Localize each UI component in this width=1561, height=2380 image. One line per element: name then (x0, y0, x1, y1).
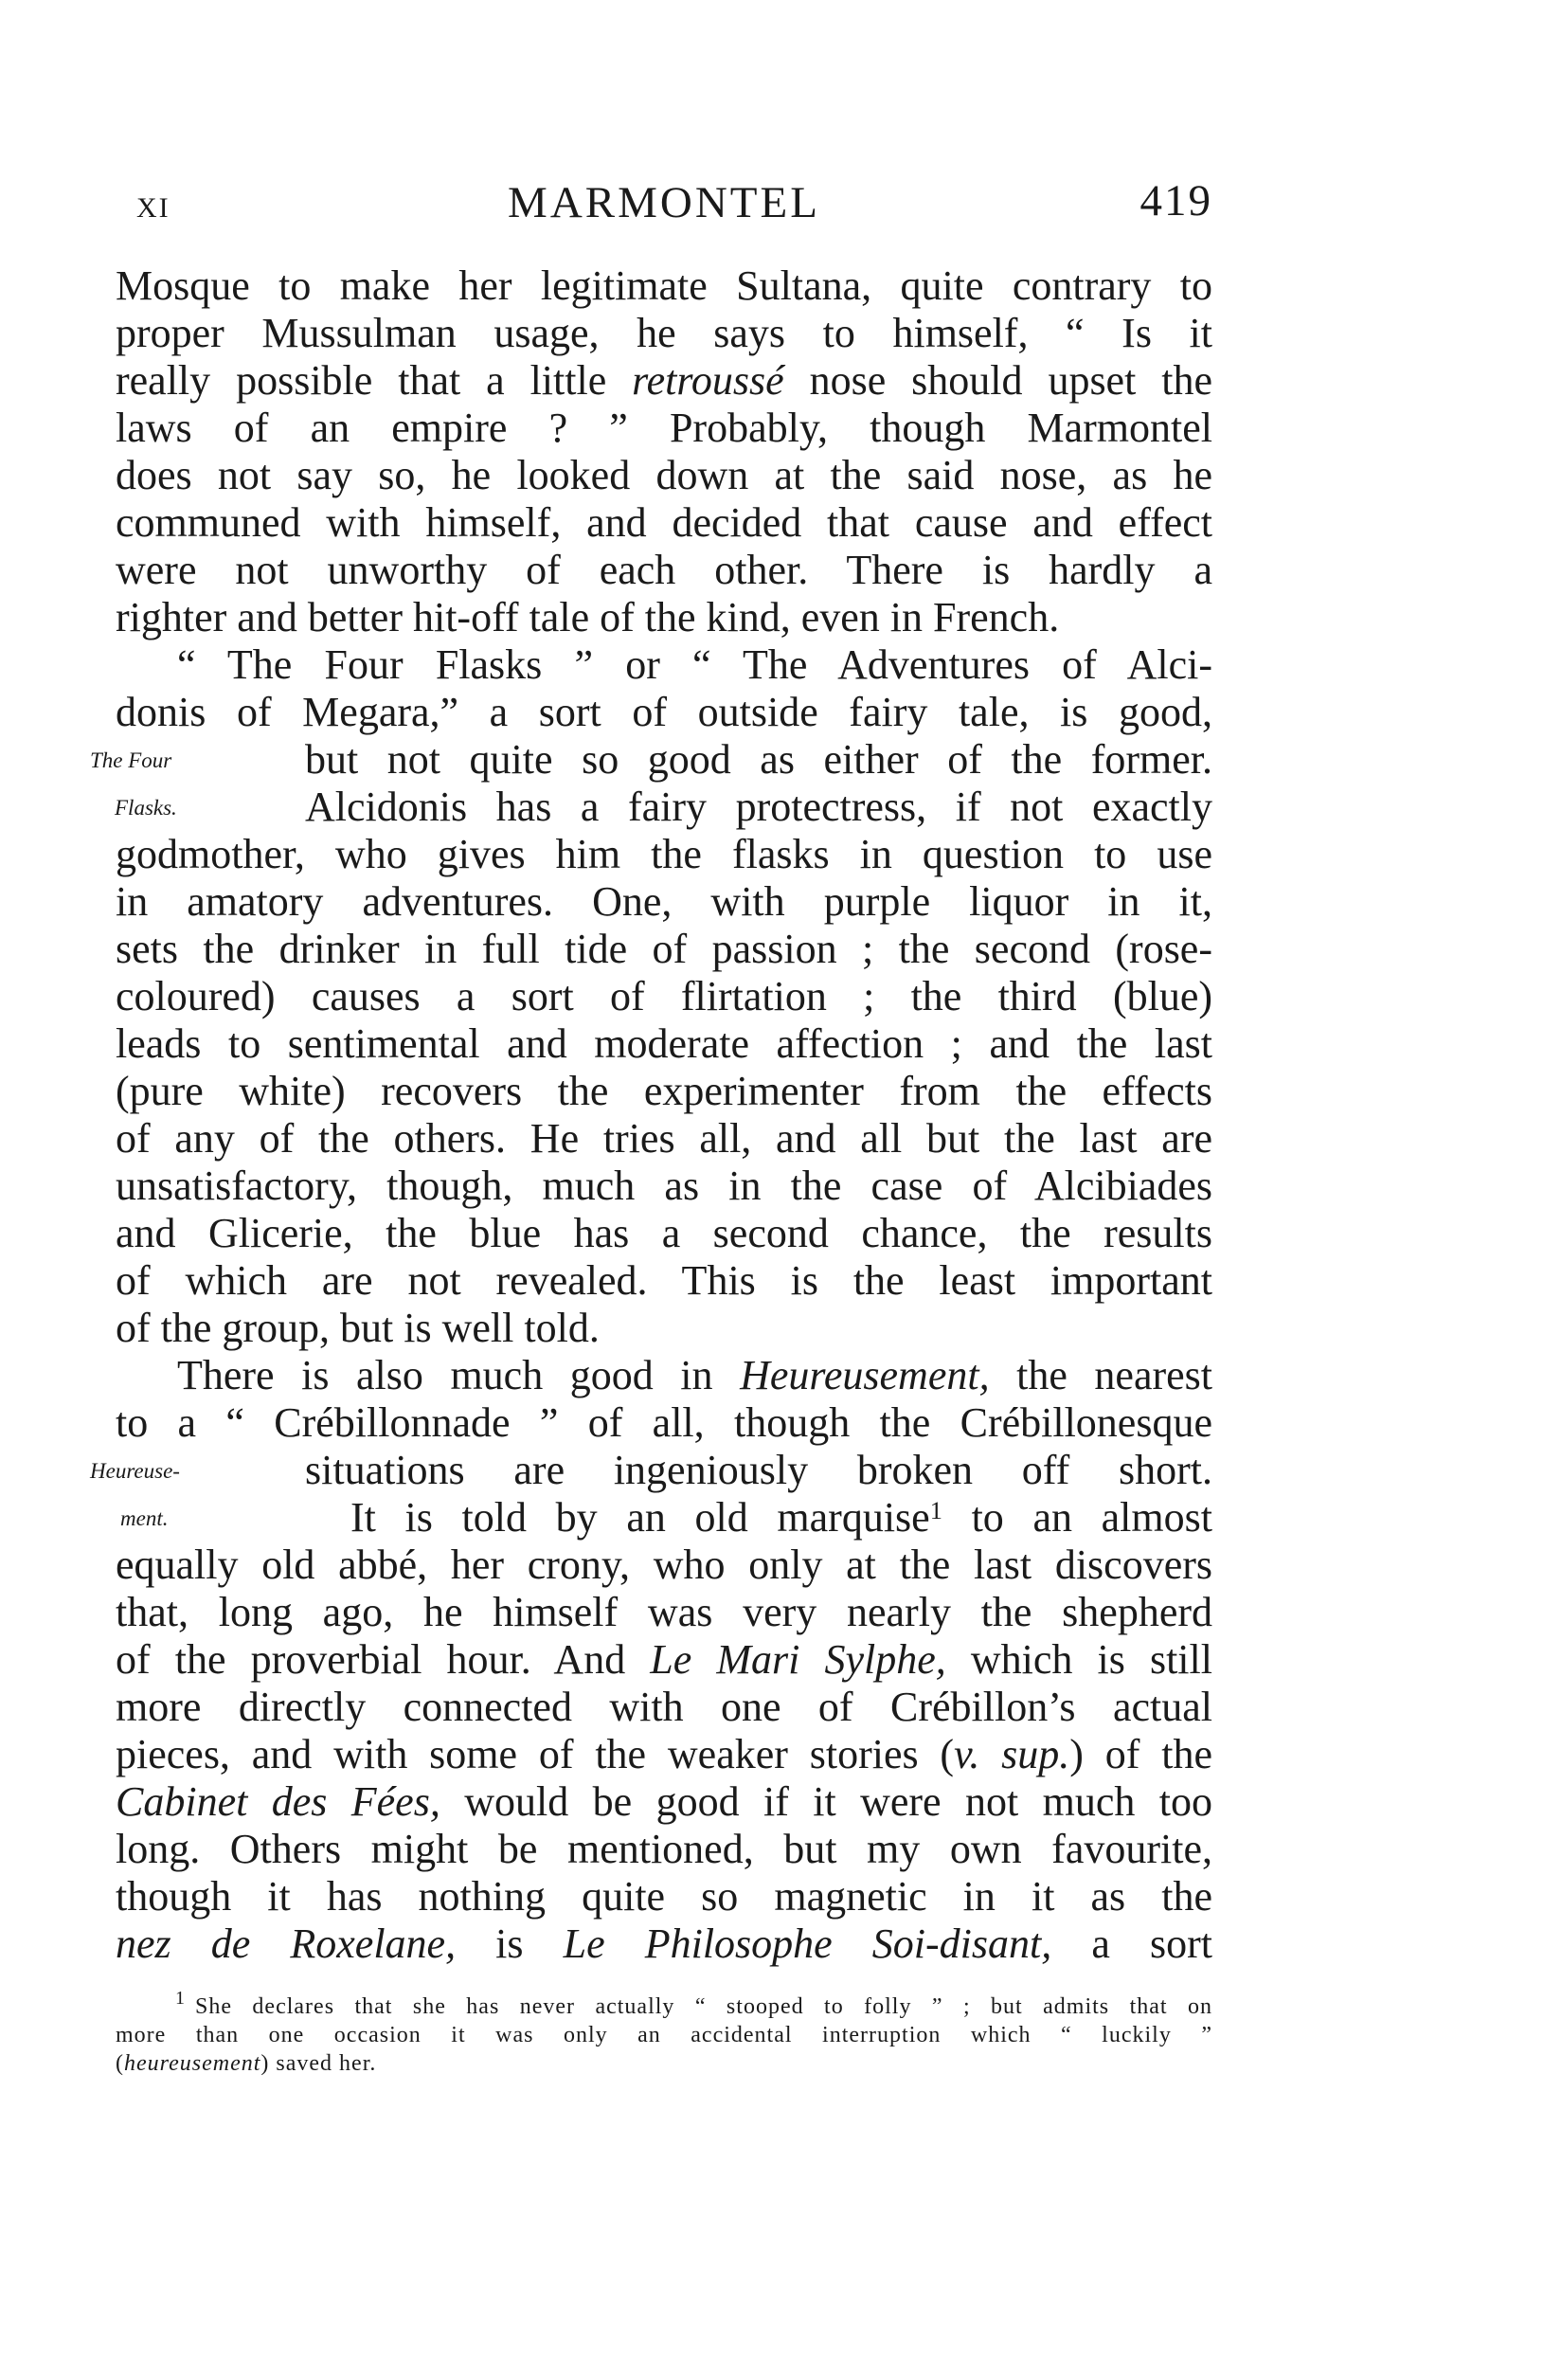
text-line: Alcidonis has a fairy protectress, if not exactly (305, 784, 1212, 830)
text-line: though it has nothing quite so magnetic in it as the (116, 1873, 1212, 1920)
text-line: does not say so, he looked down at the said nose, as he (116, 452, 1212, 498)
text-line: of which are not revealed. This is the least important (116, 1257, 1212, 1304)
text-line: of the proverbial hour. And Le Mari Sylphe, which is still (116, 1636, 1212, 1683)
text-line: more directly connected with one of Crébillon’s actual (116, 1684, 1212, 1730)
text-line: communed with himself, and decided that cause and effect (116, 499, 1212, 546)
page-number: 419 (1139, 176, 1212, 225)
text-line: leads to sentimental and moderate affection ; and the last (116, 1020, 1212, 1067)
text-line: unsatisfactory, though, much as in the case of Alcibiades (116, 1163, 1212, 1209)
text-line: sets the drinker in full tide of passion ; the second (rose- (116, 926, 1212, 972)
footnote-line: more than one occasion it was only an accidental interruption which “ luckily ” (116, 2023, 1212, 2047)
text-line: godmother, who gives him the flasks in question to use (116, 831, 1212, 877)
text-line: to a “ Crébillonnade ” of all, though the Crébillonesque (116, 1399, 1212, 1446)
sidenote-heureusement: Heureuse- ment. (90, 1459, 180, 1530)
text-line: and Glicerie, the blue has a second chance, the results (116, 1210, 1212, 1256)
text-line: It is told by an old marquise$^1$ to an almost (350, 1494, 1212, 1541)
text-line: equally old abbé, her crony, who only at the last discovers (116, 1542, 1212, 1588)
footnote-marker: 1 (929, 1495, 942, 1524)
sidenote-four-flasks: The Four Flasks. (90, 748, 177, 820)
text-line: There is also much good in Heureusement, the nearest (177, 1352, 1213, 1398)
running-title: MARMONTEL (508, 178, 820, 227)
text-line: coloured) causes a sort of flirtation ; the third (blue) (116, 973, 1212, 1019)
text-line: really possible that a little retroussé nose should upset the (116, 357, 1212, 404)
text-line: laws of an empire ? ” Probably, though Marmontel (116, 405, 1212, 451)
text-line: (pure white) recovers the experimenter from the effects (116, 1068, 1212, 1114)
text-line: “ The Four Flasks ” or “ The Adventures of Alci- (177, 641, 1212, 688)
footnote-line: $^1$ She declares that she has never actually “ stooped to folly ” ; but admits that on (175, 1988, 1212, 2019)
text-line: nez de Roxelane, is Le Philosophe Soi-disant, a sort (116, 1920, 1212, 1967)
text-line: that, long ago, he himself was very nearly the shepherd (116, 1589, 1212, 1635)
text-line: situations are ingeniously broken off short. (305, 1447, 1212, 1493)
text-line: pieces, and with some of the weaker stories (v. sup.) of the (116, 1731, 1212, 1777)
text-line: donis of Megara,” a sort of outside fairy tale, is good, (116, 689, 1212, 735)
running-header (116, 175, 1212, 232)
footnote-number: 1 (175, 1988, 186, 2009)
text-line: Mosque to make her legitimate Sultana, quite contrary to (116, 262, 1212, 309)
chapter-number: XI (136, 192, 170, 224)
text-line: long. Others might be mentioned, but my own favourite, (116, 1826, 1212, 1872)
footnote-line: (heureusement) saved her. (116, 2051, 377, 2076)
text-line: righter and better hit-off tale of the kind, even in French. (116, 594, 1060, 640)
text-line: of any of the others. He tries all, and all but the last are (116, 1115, 1212, 1162)
text-line: Cabinet des Fées, would be good if it were not much too (116, 1778, 1212, 1825)
text-line: of the group, but is well told. (116, 1305, 600, 1351)
text-line: were not unworthy of each other. There is hardly a (116, 547, 1212, 593)
text-line: in amatory adventures. One, with purple liquor in it, (116, 878, 1212, 925)
text-line: but not quite so good as either of the former. (305, 736, 1212, 783)
text-line: proper Mussulman usage, he says to himself, “ Is it (116, 310, 1212, 356)
